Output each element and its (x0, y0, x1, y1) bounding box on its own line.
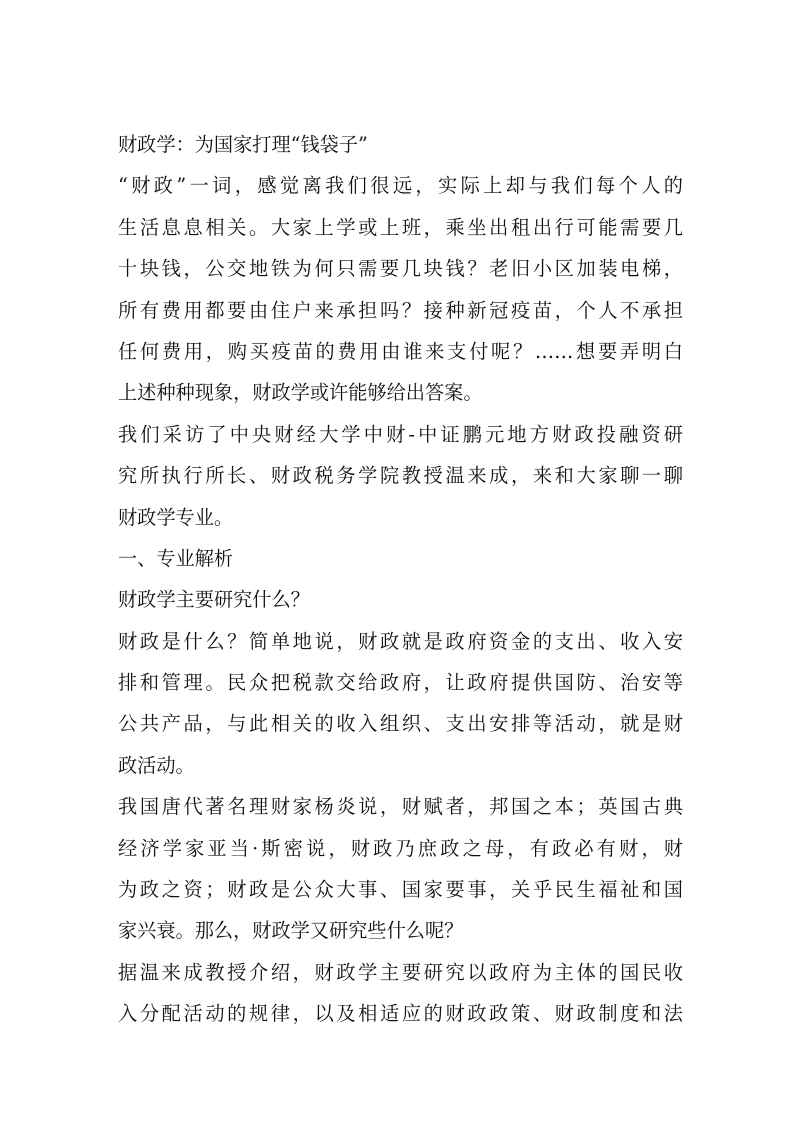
text-line: 所有费用都要由住户来承担吗？接种新冠疫苗，个人不承担 (118, 298, 683, 322)
section-heading: 一、专业解析 (118, 546, 234, 570)
text-line: 经济学家亚当·斯密说，财政乃庶政之母，有政必有财，财 (118, 836, 683, 860)
text-line: 排和管理。民众把税款交给政府，让政府提供国防、治安等 (118, 671, 683, 695)
document-page (118, 124, 683, 1035)
text-line: 究所执行所长、财政税务学院教授温来成，来和大家聊一聊 (118, 464, 683, 488)
text-line: 据温来成教授介绍，财政学主要研究以政府为主体的国民收 (118, 960, 683, 984)
text-line: 财政学专业。 (118, 505, 234, 529)
text-line: “财政”一词，感觉离我们很远，实际上却与我们每个人的 (118, 174, 683, 198)
paragraph-definition (118, 621, 683, 787)
text-line: 入分配活动的规律，以及相适应的财政政策、财政制度和法 (118, 1002, 683, 1026)
text-line: 公共产品，与此相关的收入组织、支出安排等活动，就是财 (118, 712, 683, 736)
text-line: 我国唐代著名理财家杨炎说，财赋者，邦国之本；英国古典 (118, 795, 683, 819)
text-line: 财政是什么？简单地说，财政就是政府资金的支出、收入安 (118, 629, 683, 653)
article-title: 财政学：为国家打理“钱袋子” (118, 133, 368, 156)
paragraph-interview (118, 414, 683, 538)
subheading: 财政学主要研究什么？ (118, 588, 310, 612)
text-line: 我们采访了中央财经大学中财-中证鹏元地方财政投融资研 (118, 422, 683, 446)
paragraph-research (118, 952, 683, 1035)
paragraph-quotes (118, 786, 683, 952)
text-line: 家兴衰。那么，财政学又研究些什么呢？ (118, 919, 464, 943)
text-line: 为政之资；财政是公众大事、国家要事，关乎民生福祉和国 (118, 878, 683, 902)
text-line: 任何费用，购买疫苗的费用由谁来支付呢？……想要弄明白 (118, 339, 683, 363)
paragraph-intro (118, 165, 683, 413)
text-line: 十块钱，公交地铁为何只需要几块钱？老旧小区加装电梯， (118, 257, 683, 281)
text-line: 生活息息相关。大家上学或上班，乘坐出租出行可能需要几 (118, 215, 683, 239)
text-line: 政活动。 (118, 753, 195, 777)
text-line: 上述种种现象，财政学或许能够给出答案。 (118, 381, 483, 405)
